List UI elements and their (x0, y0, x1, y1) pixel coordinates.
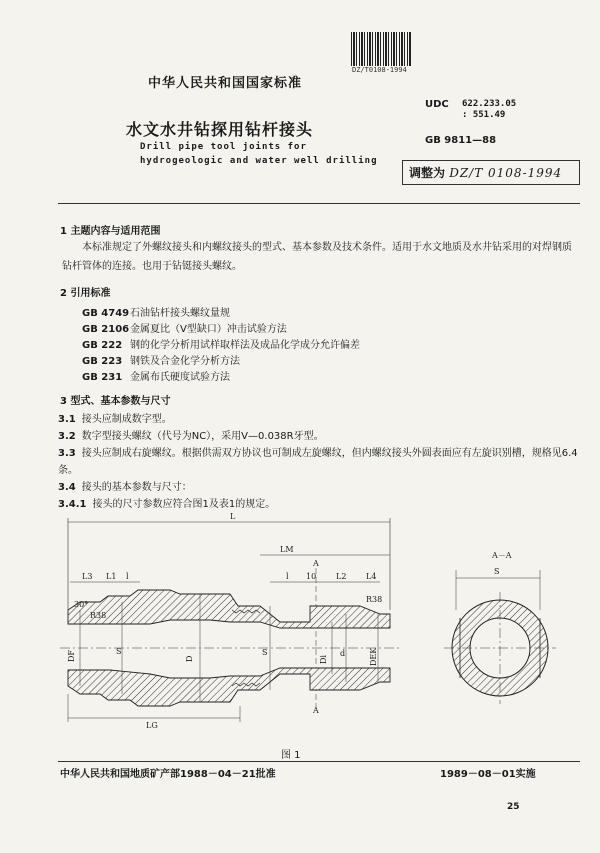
gb-number: GB 9811—88 (425, 135, 497, 146)
dim-L1: L1 (106, 572, 117, 581)
section-mark-A-bottom: A (313, 706, 319, 715)
dim-l-right: l (286, 572, 289, 581)
ref-name: 金属夏比（V型缺口）冲击试验方法 (130, 324, 287, 335)
clause-number: 3.1 (58, 414, 76, 425)
ref-name: 钢的化学分析用试样取样法及成品化学成分允许偏差 (130, 340, 360, 351)
section-1-text: 本标准规定了外螺纹接头和内螺纹接头的型式、基本参数及技术条件。适用于水文地质及水井钻采用的对焊钢质钻杆管体的连接。也用于钻铤接头螺纹。 (62, 242, 572, 272)
title-en-line2: hydrogeologic and water well drilling (140, 156, 378, 166)
udc-number (462, 99, 516, 121)
udc-line1: 622.233.05 (462, 99, 517, 109)
dim-L2: L2 (336, 572, 347, 581)
ref-item (82, 320, 287, 335)
label-D: D (185, 655, 194, 662)
clause-number: 3.4 (58, 482, 76, 493)
ref-code: GB 231 (82, 372, 123, 383)
barcode-number: DZ/T0108-1994 (352, 66, 407, 74)
section-1-heading: 1 主题内容与适用范围 (60, 226, 161, 237)
section-3-heading: 3 型式、基本参数与尺寸 (60, 396, 171, 407)
label-R38-left: R38 (90, 611, 107, 620)
clause-3-1 (58, 411, 578, 428)
ref-code: GB 223 (82, 356, 123, 367)
clause-text: 接头应制成右旋螺纹。根据供需双方协议也可制成左旋螺纹，但内螺纹接头外圆表面应有左旋识别槽，规格见6.4条。 (58, 448, 578, 476)
dim-LG: LG (146, 721, 158, 730)
dim-10: 10 (306, 572, 317, 581)
ref-name: 金属布氏硬度试验方法 (130, 372, 230, 383)
clause-text: 接头的基本参数与尺寸： (81, 482, 192, 493)
ref-item (82, 368, 230, 383)
udc-line2: : 551.49 (462, 110, 506, 120)
label-DEK: DEK (369, 647, 378, 666)
clause-3-4 (58, 479, 578, 496)
label-S-left: S (116, 647, 122, 656)
figure-1-drawing (60, 510, 590, 740)
ref-item (82, 336, 360, 351)
standard-org: 中华人民共和国国家标准 (148, 76, 303, 91)
barcode (351, 32, 411, 66)
ref-item (82, 304, 230, 319)
label-d: d (340, 649, 346, 658)
dim-l: l (126, 572, 129, 581)
section-title: A－A (492, 551, 512, 560)
ref-code: GB 222 (82, 340, 123, 351)
title-en-line1: Drill pipe tool joints for (140, 142, 307, 152)
clause-text: 接头应制成数字型。 (81, 414, 172, 425)
figure-caption: 图 1 (281, 750, 301, 761)
dim-L3: L3 (82, 572, 93, 581)
dim-L: L (230, 512, 236, 521)
clause-3-2 (58, 428, 578, 445)
footer-effective: 1989－08－01实施 (440, 769, 536, 780)
clause-number: 3.2 (58, 431, 76, 442)
clause-text: 数字型接头螺纹（代号为NC），采用V—0.038R牙型。 (81, 431, 324, 442)
footer-divider (58, 761, 580, 762)
clause-number: 3.4.1 (58, 499, 87, 510)
header-divider (58, 203, 580, 204)
ref-code: GB 4749 (82, 308, 130, 319)
document-title: 水文水井钻探用钻杆接头 (126, 120, 314, 139)
section-mark-A-top: A (313, 559, 319, 568)
clause-number: 3.3 (58, 448, 76, 459)
footer-approved: 中华人民共和国地质矿产部1988－04－21批准 (60, 769, 276, 780)
page-number: 25 (507, 802, 520, 812)
label-R38-right: R38 (366, 595, 383, 604)
ref-name: 钢铁及合金化学分析方法 (130, 356, 240, 367)
section-S: S (494, 567, 500, 576)
section-2-heading: 2 引用标准 (60, 288, 111, 299)
stamp-handwriting: DZ/T 0108-1994 (449, 166, 563, 180)
dim-LM: LM (280, 545, 294, 554)
revision-stamp (402, 160, 580, 185)
dim-L4: L4 (366, 572, 377, 581)
label-Di: Di (319, 655, 328, 664)
label-angle-30: 30° (74, 600, 89, 609)
clause-text: 接头的尺寸参数应符合图1及表1的规定。 (92, 499, 276, 510)
udc-label: UDC (425, 99, 449, 110)
clause-3-3 (58, 445, 578, 479)
label-DF: DF (67, 650, 76, 662)
ref-code: GB 2106 (82, 324, 130, 335)
stamp-text: 调整为 (409, 166, 446, 180)
label-S-right: S (262, 648, 268, 657)
ref-name: 石油钻杆接头螺纹量规 (130, 308, 230, 319)
ref-item (82, 352, 240, 367)
